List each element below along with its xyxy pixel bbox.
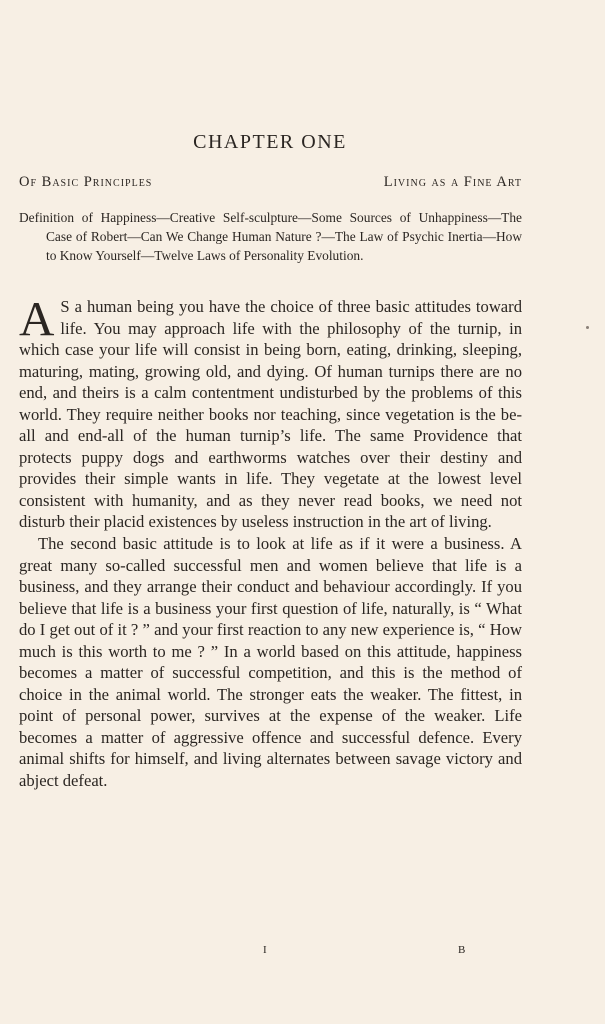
paragraph-2 bbox=[19, 533, 522, 792]
paragraph-2-text: The second basic attitude is to look at life as if it were a business. A great many so-called successful men and women believe that life is a business, and they arrange their conduct and behaviour accordingly. If you believe that life is a business your first question of life, naturally, is “ What do I get out of it ? ” and your first reaction to any new experience is, “ How much is this worth to me ? ” In a world based on this attitude, happiness becomes a matter of successful competition, and this is the method of choice in the animal world. The stronger eats the weaker. The fittest, in point of personal power, survives at the expense of the weaker. Life becomes a matter of aggressive offence and successful defence. Every animal shifts for himself, and living alternates between savage victory and abject defeat. bbox=[19, 534, 522, 791]
running-head bbox=[19, 174, 522, 191]
paper-speck bbox=[586, 326, 589, 329]
paragraph-1 bbox=[19, 291, 522, 533]
running-head-left: Of Basic Principles bbox=[19, 174, 153, 190]
chapter-synopsis: Definition of Happiness—Creative Self-sculpture—Some Sources of Unhappiness—The Case of Robert—Can We Change Human Nature ?—The Law of Psychic Inertia—How to Know Yourself—Twelve Laws of Personality Evolution. bbox=[19, 210, 522, 263]
signature-mark: B bbox=[458, 944, 467, 956]
body-text bbox=[19, 291, 522, 792]
running-head-right: Living as a Fine Art bbox=[383, 174, 522, 190]
chapter-title: CHAPTER ONE bbox=[193, 131, 347, 153]
page-number: I bbox=[263, 944, 268, 956]
drop-cap: A bbox=[19, 291, 55, 346]
paragraph-1-text: S a human being you have the choice of three basic attitudes toward life. You may approach life with the philosophy of the turnip, in which case your life will consist in being born, eating, drinking, sleeping, maturing, mating, growing old, and dying. Of human turnips there are no end, and theirs is a calm contentment undisturbed by the problems of this world. They require neither books nor teaching, since vegetation is the be-all and end-all of the human turnip’s life. The same Providence that protects puppy dogs and earthworms watches over their destiny and provides their simple wants in life. They vegetate at the lowest level consistent with humanity, and as they never read books, we need not disturb their placid existences by useless instruction in the art of living. bbox=[19, 297, 522, 532]
